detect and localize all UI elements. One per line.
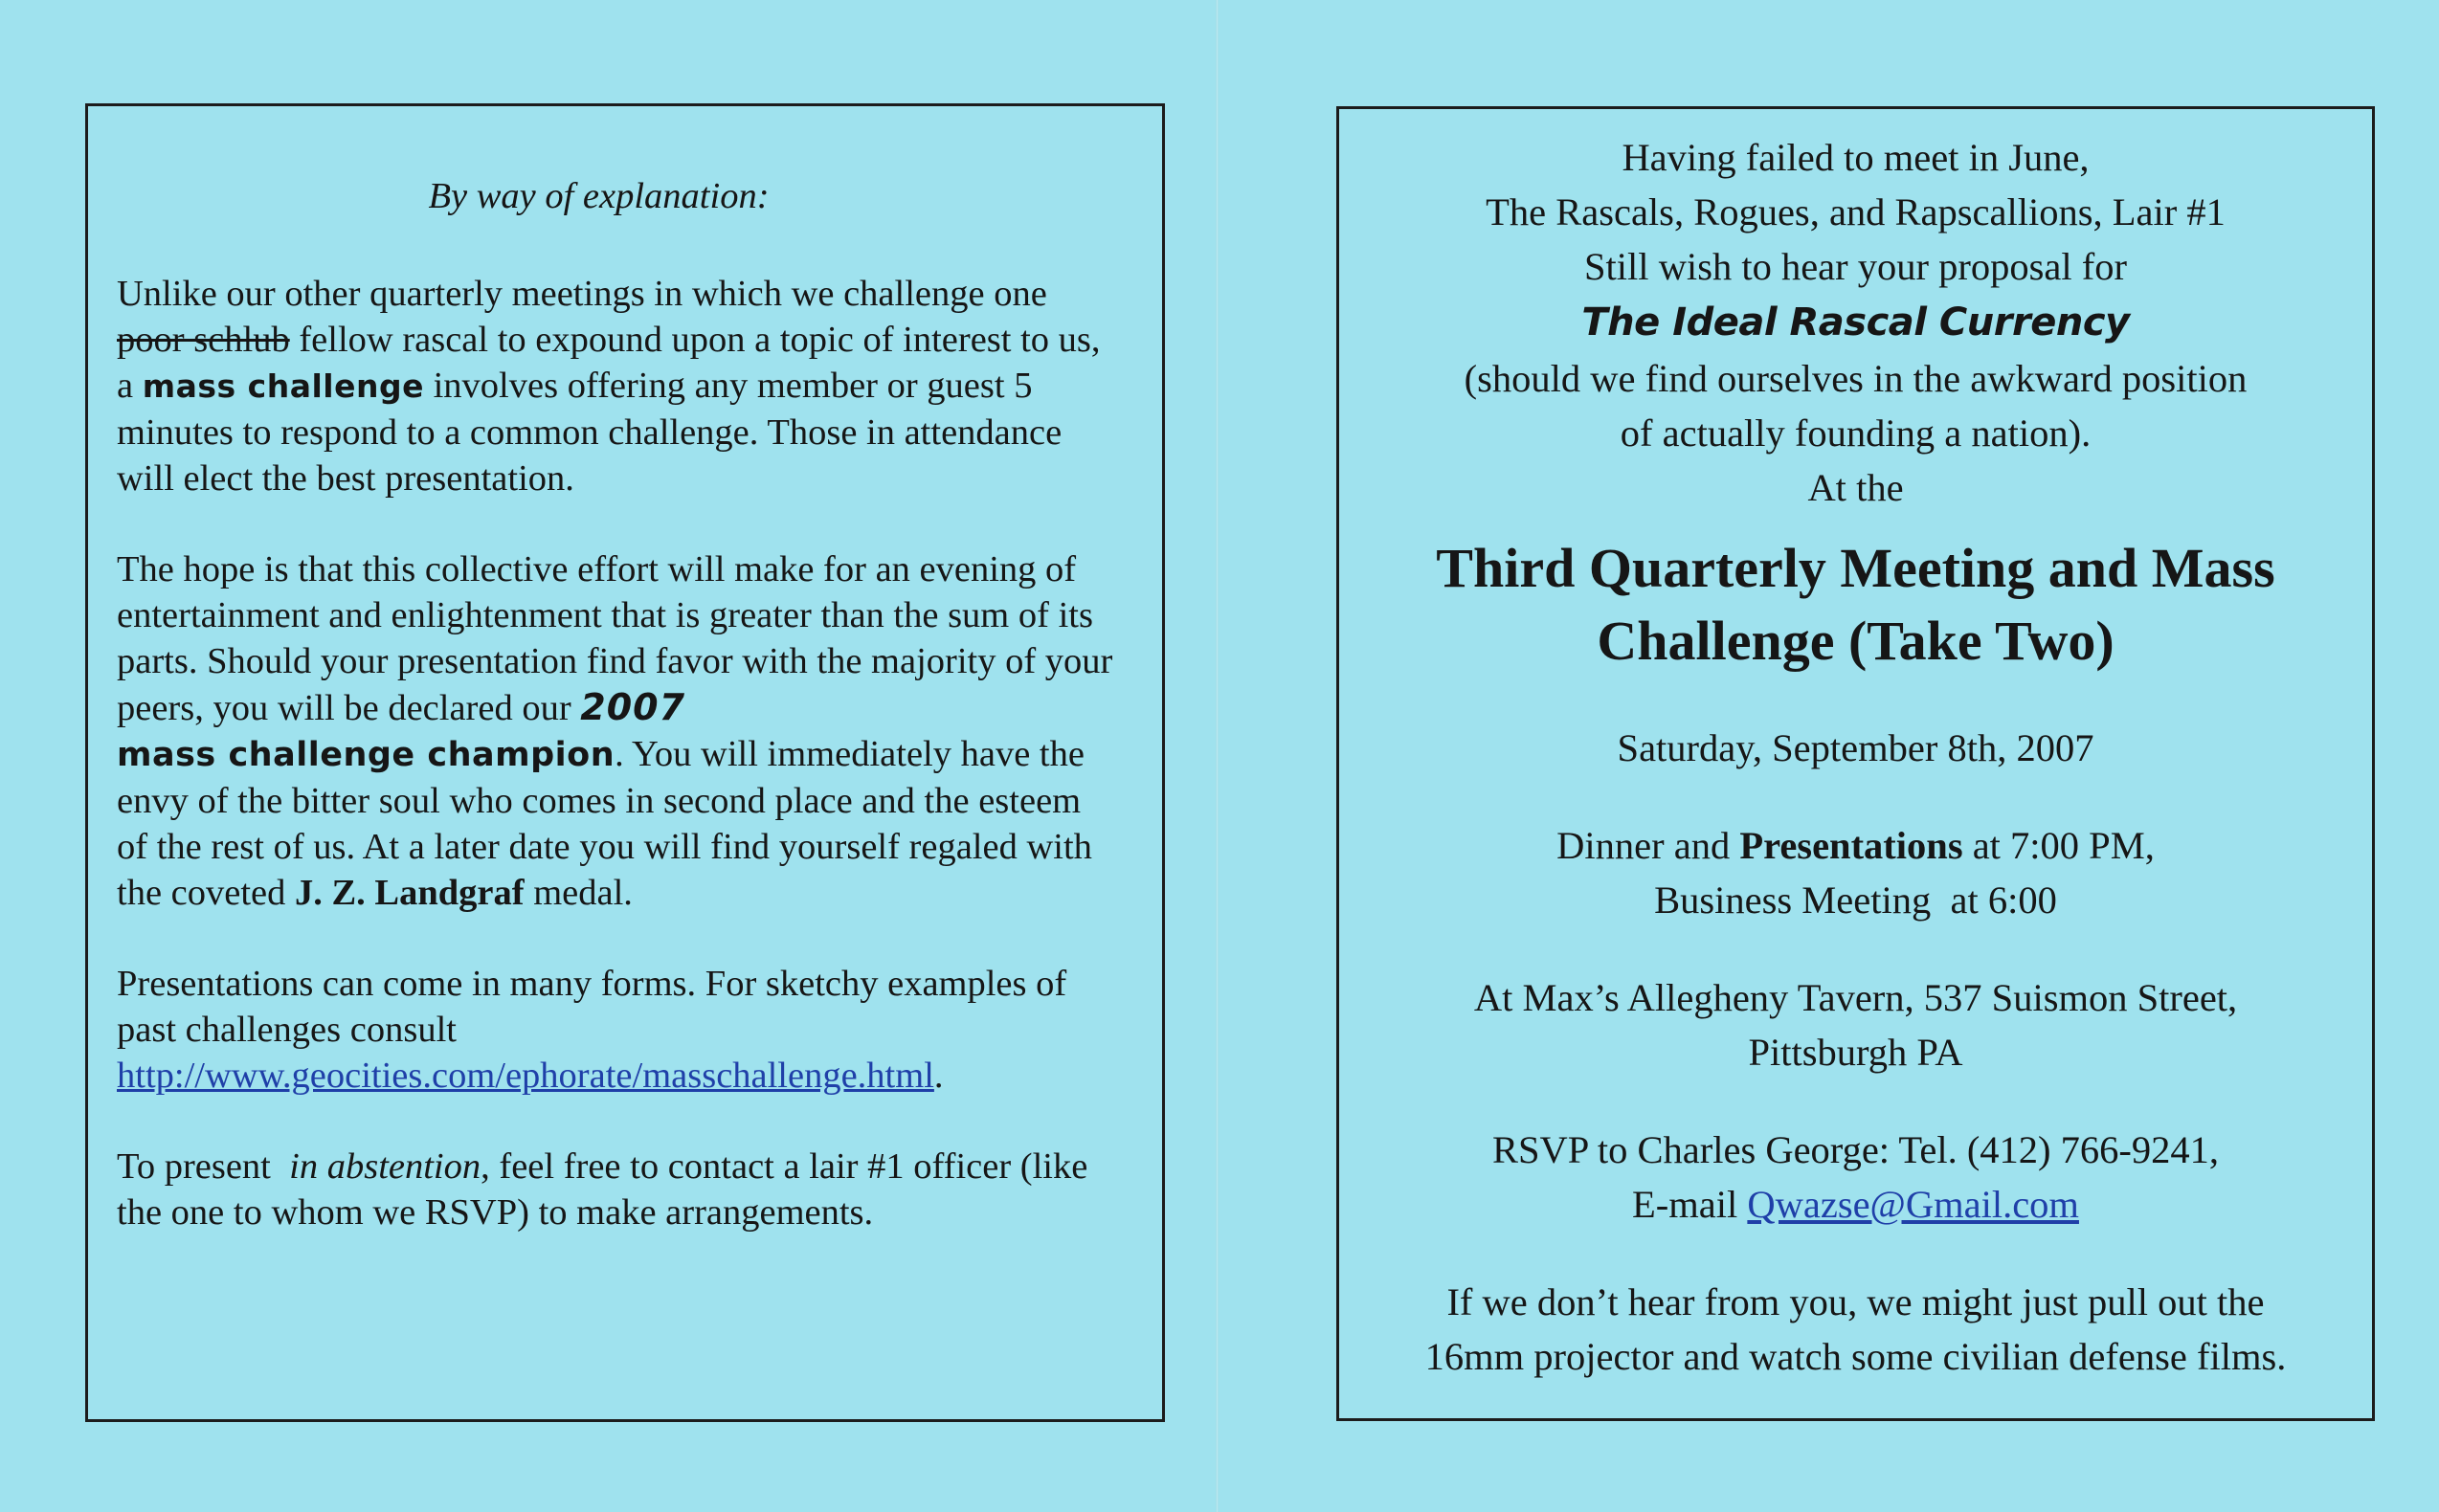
at-the: At the <box>1807 466 1904 509</box>
p2-mid: . You will immediately have the envy of the bitter soul who comes in second place and the esteem of the rest of us. At a later date you will find yourself regaled with the coveted <box>117 734 1092 913</box>
p3-tail: . <box>933 1056 944 1096</box>
champion-title: mass challenge champion <box>117 736 615 774</box>
meeting-date: Saturday, September 8th, 2007 <box>1617 726 2094 769</box>
p1-mid: fellow rascal to expound upon a topic of interest to us, a <box>117 320 1101 406</box>
mass-challenge-link[interactable]: http://www.geocities.com/ephorate/masschallenge.html <box>117 1056 934 1096</box>
dinner-lead: Dinner and <box>1556 824 1740 867</box>
email-line <box>1349 1177 2362 1232</box>
intro-line-3: Still wish to hear your proposal for <box>1584 245 2127 288</box>
paragraph-mass-challenge <box>117 271 1119 501</box>
p1-tail: involves offering any member or guest 5 minutes to respond to a common challenge. Those in attendance will elect the best presentation. <box>117 366 1063 499</box>
currency-title: The Ideal Rascal Currency <box>1581 300 2130 345</box>
paren-line-2: of actually founding a nation). <box>1620 411 2092 455</box>
medal-name: J. Z. Landgraf <box>295 873 525 913</box>
explanation-heading: By way of explanation: <box>428 176 770 216</box>
venue-line-2: Pittsburgh PA <box>1748 1031 1963 1074</box>
champion-year: 2007 <box>580 686 686 728</box>
email-link[interactable]: Qwazse@Gmail.com <box>1747 1183 2079 1226</box>
invitation-panel <box>1336 106 2375 1421</box>
struck-text: poor schlub <box>117 320 290 360</box>
meeting-title-line-2: Challenge (Take Two) <box>1597 610 2115 672</box>
p2-tail: medal. <box>524 873 633 913</box>
paren-line-1: (should we find ourselves in the awkward position <box>1464 357 2248 400</box>
presentations-bold: Presentations <box>1739 824 1963 867</box>
email-label: E-mail <box>1632 1183 1748 1226</box>
business-line: Business Meeting at 6:00 <box>1654 878 2057 922</box>
p4-tail: , feel free to contact a lair #1 officer (like the one to whom we RSVP) to make arrangements. <box>117 1146 1088 1233</box>
paragraph-hope <box>117 546 1119 916</box>
closing-line-1: If we don’t hear from you, we might just pull out the <box>1446 1280 2265 1323</box>
paragraph-abstention <box>117 1144 1119 1235</box>
p4-lead: To present <box>117 1146 290 1187</box>
p2-lead: The hope is that this collective effort will make for an evening of entertainment and enlightenment that is greater than the sum of its parts. Should your presentation find favor with the majority of your peers, you will be declared our <box>117 549 1113 728</box>
dinner-tail: at 7:00 PM, <box>1962 824 2155 867</box>
dinner-line <box>1349 818 2362 873</box>
rsvp-line: RSVP to Charles George: Tel. (412) 766-9241, <box>1491 1128 2220 1171</box>
explanation-panel <box>85 103 1165 1422</box>
mass-challenge-emphasis: mass challenge <box>142 367 424 405</box>
page-fold <box>1216 0 1219 1512</box>
abstention-italic: in abstention <box>289 1146 481 1187</box>
p3-lead: Presentations can come in many forms. For sketchy examples of past challenges consult <box>117 964 1067 1050</box>
venue-line-1: At Max’s Allegheny Tavern, 537 Suismon Street, <box>1473 976 2238 1019</box>
closing-line-2: 16mm projector and watch some civilian defense films. <box>1424 1335 2287 1378</box>
meeting-title-line-1: Third Quarterly Meeting and Mass <box>1436 537 2275 599</box>
p1-lead: Unlike our other quarterly meetings in which we challenge one <box>117 274 1047 314</box>
intro-line-1: Having failed to meet in June, <box>1622 136 2090 179</box>
intro-line-2: The Rascals, Rogues, and Rapscallions, Lair #1 <box>1486 190 2226 233</box>
paragraph-presentations <box>117 961 1119 1099</box>
